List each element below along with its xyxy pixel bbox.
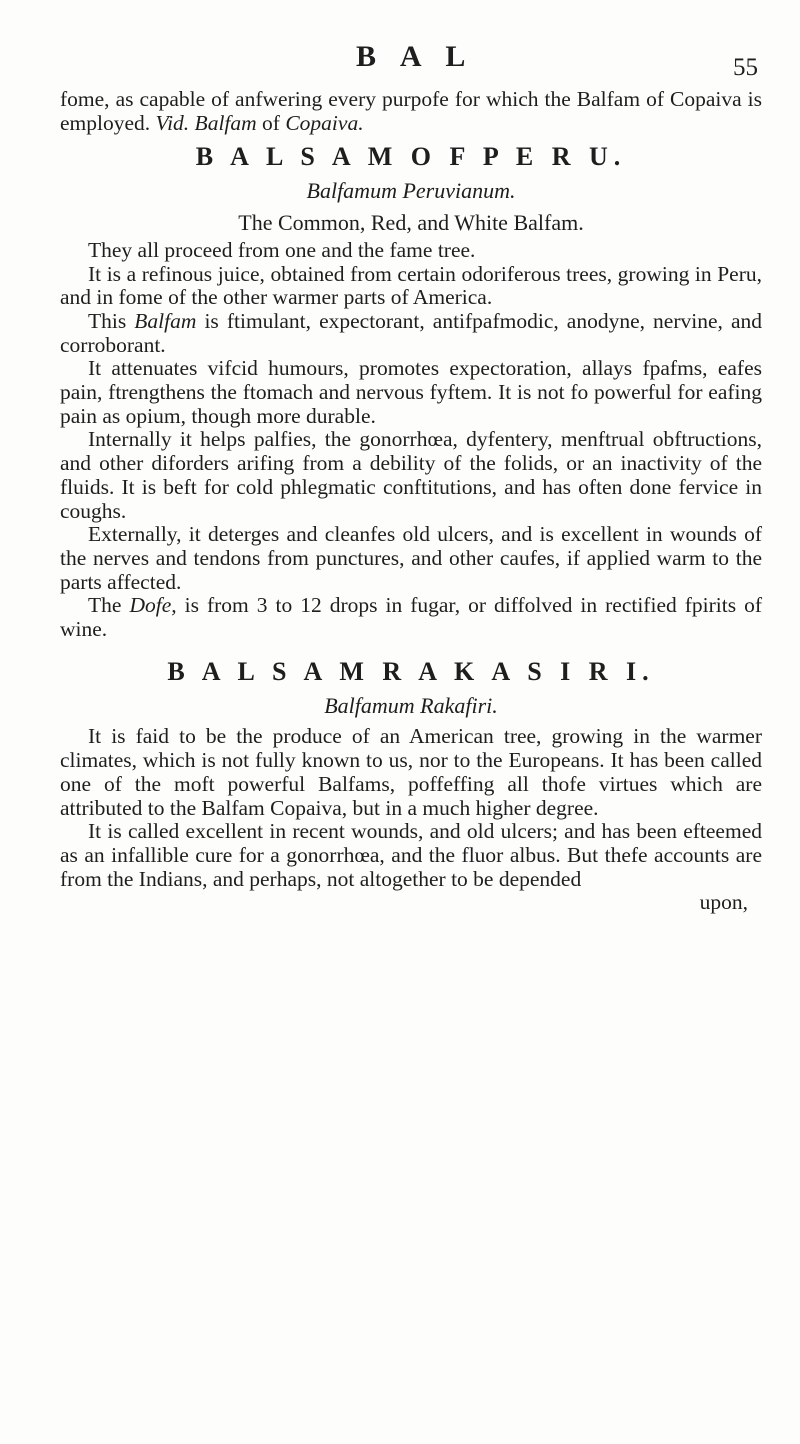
peru-paragraph-2: It is a refinous juice, obtained from certain odoriferous trees, growing in Peru, and in fome of the other warmer parts of America. [60,261,762,310]
peru-dose-paragraph [60,594,762,641]
peru-paragraph-6: Externally, it deterges and cleanfes old ulcers, and is excellent in wounds of the nerves and tendons from punctures, and other caufes, if applied warm to the parts affected. [60,522,762,594]
kinds-line: The Common, Red, and White Balfam. [238,210,584,236]
section-heading-rakasiri: B A L S A M R A K A S I R I. [167,656,655,686]
peru-p3-rest: is ftimulant, expectorant, antifpafmodic, anodyne, nervine, and corroborant. [60,308,762,357]
dose-term: Dofe, [129,593,177,618]
running-head [0,40,800,80]
peru-paragraph-3 [60,310,762,357]
peru-p3-lead: This [88,308,135,333]
running-title: B A L [356,40,475,73]
continuation-paragraph [60,88,762,135]
latin-name-rakasiri: Balfamum Rakafiri. [324,692,498,718]
rakasiri-paragraph-2: It is called excellent in recent wounds, and old ulcers; and has been efteemed as an infallible cure for a gonorrhœa, and the fluor albus. But thefe accounts are from the Indians, and perhaps, not altogether to be depended [60,819,762,891]
cross-reference-prefix: Vid. Balfam [155,110,257,135]
cross-reference-target: Copaiva. [285,110,364,135]
latin-name-peru: Balfamum Peruvianum. [306,178,516,204]
catchword: upon, [699,890,748,915]
peru-p3-term: Balfam [134,308,197,333]
dose-lead: The [88,593,130,618]
peru-paragraph-1: They all proceed from one and the fame tree. [88,237,476,262]
peru-paragraph-5: Internally it helps palfies, the gonorrhœa, dyfentery, menftrual obftructions, and other diforders arifing from a debility of the folids, or an inactivity of the fluids. It is beft for cold phlegmatic conftitutions, and has often done fervice in coughs. [60,427,762,523]
page-number: 55 [733,54,758,81]
cross-reference-of: of [256,110,286,135]
rakasiri-paragraph-1: It is faid to be the produce of an American tree, growing in the warmer climates, which is not fully known to us, nor to the Europeans. It has been called one of the moft powerful Balfams, poffeffing all thofe virtues which are attributed to the Balfam Copaiva, but in a much higher degree. [60,724,762,820]
dose-rest: is from 3 to 12 drops in fugar, or diffolved in rectified fpirits of wine. [60,593,763,642]
page-body [60,88,762,915]
section-heading-peru: B A L S A M O F P E R U. [195,142,627,172]
continuation-text: fome, as capable of anfwering every purpofe for which the Balfam of Copaiva is employed. [60,87,762,135]
peru-paragraph-4: It attenuates vifcid humours, promotes expectoration, allays fpafms, eafes pain, ftrengthens the ftomach and nervous fyftem. It is not fo powerful for eafing pain as opium, though more durable. [60,356,762,428]
